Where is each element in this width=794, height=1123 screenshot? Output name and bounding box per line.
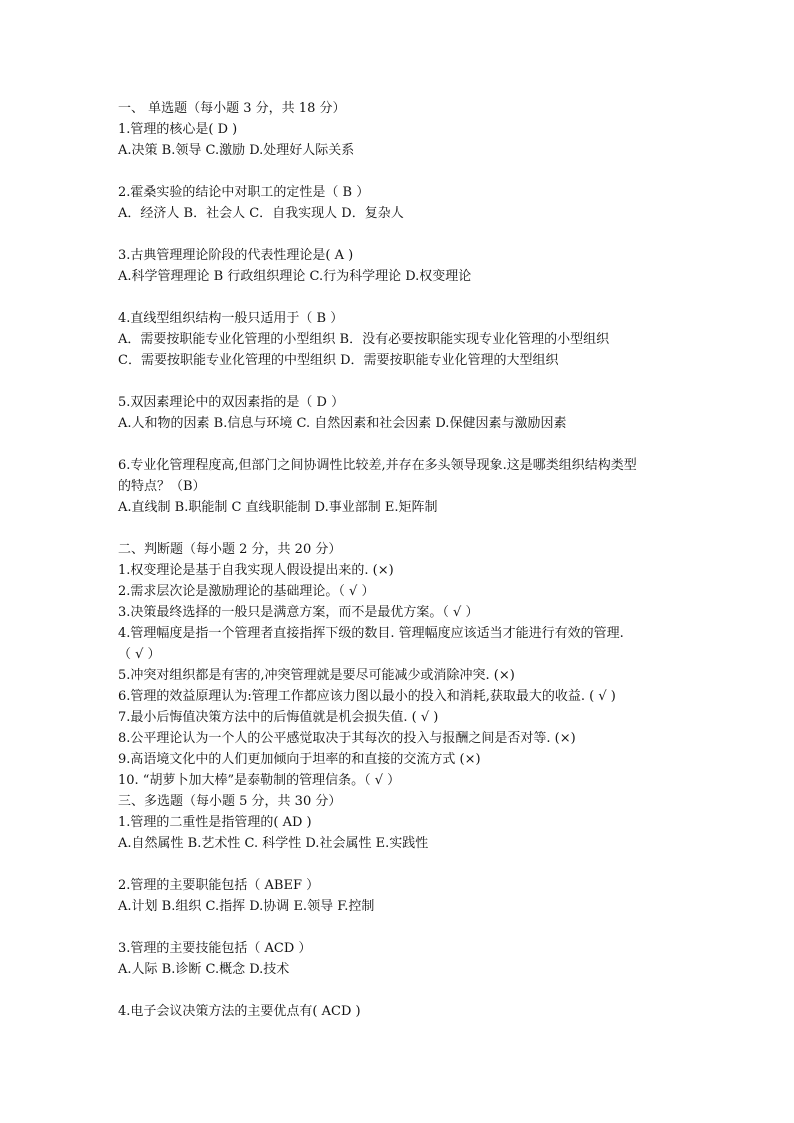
text-line: 4.电子会议决策方法的主要优点有( ACD ): [118, 1004, 361, 1019]
text-line: 6.专业化管理程度高,但部门之间协调性比较差,并存在多头领导现象.这是哪类组织结构类型: [118, 458, 637, 473]
text-line: 9.高语境文化中的人们更加倾向于坦率的和直接的交流方式 (×): [118, 752, 481, 767]
text-line: A.计划 B.组织 C.指挥 D.协调 E.领导 F.控制: [118, 899, 375, 914]
blank-line: [118, 854, 718, 875]
text-line: A.人和物的因素 B.信息与环境 C. 自然因素和社会因素 D.保健因素与激励因素: [118, 416, 567, 431]
text-line: 7.最小后悔值决策方法中的后悔值就是机会损失值. ( √ ): [118, 710, 439, 725]
text-line: 10. “胡萝卜加大棒”是泰勒制的管理信条。（ √ ）: [118, 773, 401, 788]
text-line: 4.直线型组织结构一般只适用于（ B ）: [118, 311, 344, 326]
text-line: 3.古典管理理论阶段的代表性理论是( A ): [118, 248, 354, 263]
blank-line: [118, 434, 718, 455]
text-line: A．经济人 B．社会人 C．自我实现人 D．复杂人: [118, 206, 404, 221]
text-line: A.自然属性 B.艺术性 C. 科学性 D.社会属性 E.实践性: [118, 836, 429, 851]
blank-line: [118, 518, 718, 539]
text-line: C．需要按职能专业化管理的中型组织 D．需要按职能专业化管理的大型组织: [118, 353, 559, 368]
text-line: 5.冲突对组织都是有害的,冲突管理就是要尽可能减少或消除冲突. (×): [118, 668, 515, 683]
text-line: 三、多选题（每小题 5 分，共 30 分）: [118, 794, 342, 809]
text-line: 2.管理的主要职能包括（ ABEF ）: [118, 878, 320, 893]
text-line: 2.霍桑实验的结论中对职工的定性是（ B ）: [118, 185, 370, 200]
text-line: 5.双因素理论中的双因素指的是（ D ）: [118, 395, 345, 410]
blank-line: [118, 287, 718, 308]
text-line: 4.管理幅度是指一个管理者直接指挥下级的数目. 管理幅度应该适当才能进行有效的管理.: [118, 626, 624, 641]
blank-line: [118, 224, 718, 245]
text-line: A．需要按职能专业化管理的小型组织 B．没有必要按职能实现专业化管理的小型组织: [118, 332, 610, 347]
document-page: [118, 98, 718, 1022]
text-line: 6.管理的效益原理认为:管理工作都应该力图以最小的投入和消耗,获取最大的收益. ( √ ): [118, 689, 616, 704]
text-line: 的特点？（B）: [118, 479, 206, 494]
text-line: 8.公平理论认为一个人的公平感觉取决于其每次的投入与报酬之间是否对等. (×): [118, 731, 576, 746]
text-line: A.直线制 B.职能制 C 直线职能制 D.事业部制 E.矩阵制: [118, 500, 438, 515]
text-line: A.决策 B.领导 C.激励 D.处理好人际关系: [118, 143, 355, 158]
text-line: A.科学管理理论 B 行政组织理论 C.行为科学理论 D.权变理论: [118, 269, 472, 284]
text-line: 1.管理的核心是( D ): [118, 122, 238, 137]
text-line: 1.权变理论是基于自我实现人假设提出来的. (×): [118, 563, 394, 578]
text-line: 2.需求层次论是激励理论的基础理论。（ √ ）: [118, 584, 375, 599]
text-line: （ √ ）: [118, 647, 161, 662]
text-line: 1.管理的二重性是指管理的( AD ): [118, 815, 312, 830]
text-line: 一、 单选题（每小题 3 分，共 18 分）: [118, 101, 346, 116]
blank-line: [118, 161, 718, 182]
text-line: 3.决策最终选择的一般只是满意方案，而不是最优方案。（ √ ）: [118, 605, 479, 620]
text-line: 二、判断题（每小题 2 分，共 20 分）: [118, 542, 342, 557]
text-line: A.人际 B.诊断 C.概念 D.技术: [118, 962, 290, 977]
blank-line: [118, 917, 718, 938]
text-line: 3.管理的主要技能包括（ ACD ）: [118, 941, 312, 956]
blank-line: [118, 371, 718, 392]
blank-line: [118, 980, 718, 1001]
